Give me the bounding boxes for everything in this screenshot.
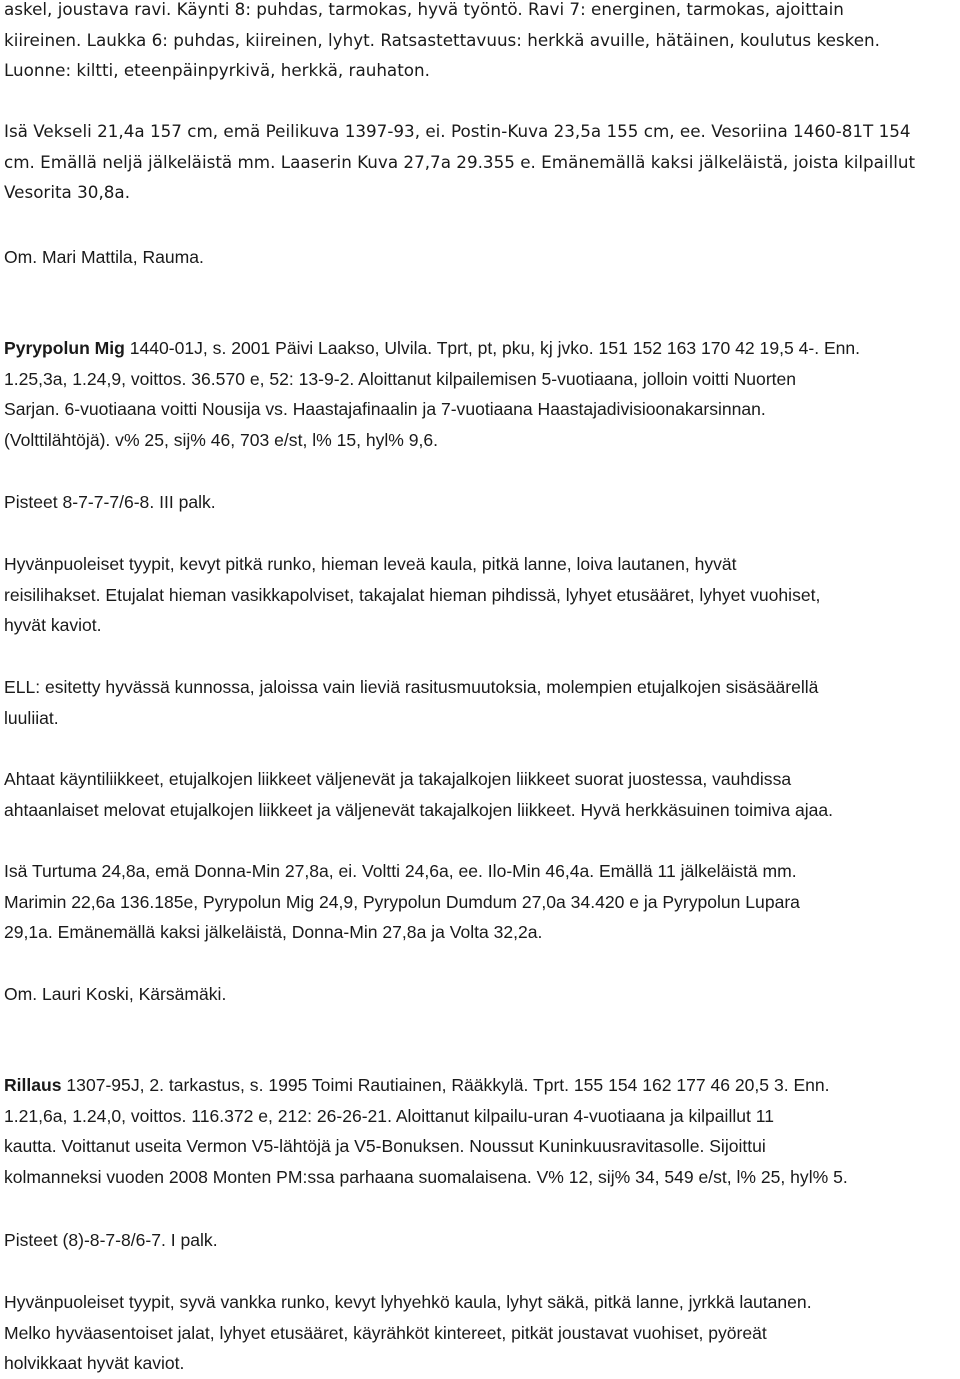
paragraph-horse-3	[4, 1070, 956, 1192]
text-line: Hyvänpuoleiset tyypit, syvä vankka runko, kevyt lyhyehkö kaula, lyhyt säkä, pitkä lanne, jyrkkä lautanen.	[4, 1292, 812, 1312]
text-line: 1.21,6a, 1.24,0, voittos. 116.372 e, 212: 26-26-21. Aloittanut kilpailu-uran 4-vuotiaana ja kilpaillut 11	[4, 1105, 774, 1126]
text-line: askel, joustava ravi. Käynti 8: puhdas, tarmokas, hyvä työntö. Ravi 7: energinen, tarmokas, ajoittain	[4, 0, 844, 19]
text-line: 1.25,3a, 1.24,9, voittos. 36.570 e, 52: 13-9-2. Aloittanut kilpailemisen 5-vuotiaana, jolloin voitti Nuorten	[4, 368, 797, 389]
text-line: hyvät kaviot.	[4, 615, 102, 635]
horse-details: 1307-95J, 2. tarkastus, s. 1995 Toimi Rautiainen, Rääkkylä. Tprt. 155 154 162 177 46 20,5 3. Enn.	[61, 1075, 830, 1095]
paragraph-owner-1	[4, 242, 956, 273]
paragraph-horse-2	[4, 333, 956, 455]
text-line: reisilihakset. Etujalat hieman vasikkapolviset, takajalat hieman pihdissä, lyhyet etusääret, lyhyet vuohiset,	[4, 584, 821, 605]
paragraph-movement-2	[4, 764, 956, 825]
text-line: ahtaanlaiset melovat etujalkojen liikkeet ja väljenevät takajalkojen liikkeet. Hyvä herkkäsuinen toimiva ajaa.	[4, 799, 834, 820]
horse-name: Rillaus	[4, 1075, 62, 1095]
text-line: Melko hyväasentoiset jalat, lyhyet etusääret, käyrähköt kintereet, pitkät joustavat vuohiset, pyöreät	[4, 1322, 767, 1343]
text-line	[4, 333, 956, 364]
text-line: Isä Vekseli 21,4a 157 cm, emä Peilikuva 1397-93, ei. Postin-Kuva 23,5a 155 cm, ee. Vesoriina 1460-81T 154	[4, 121, 911, 141]
paragraph-score-3	[4, 1225, 956, 1256]
paragraph-owner-2	[4, 979, 956, 1010]
text-line	[4, 1070, 956, 1101]
text-line: kolmanneksi vuoden 2008 Monten PM:ssa parhaana suomalaisena. V% 12, sij% 34, 549 e/st, l% 25, hyl% 5.	[4, 1166, 848, 1187]
text-line: 29,1a. Emänemällä kaksi jälkeläistä, Donna-Min 27,8a ja Volta 32,2a.	[4, 922, 543, 942]
paragraph-type-2	[4, 549, 956, 641]
text-line: luuliiat.	[4, 707, 59, 728]
text-line: Isä Turtuma 24,8a, emä Donna-Min 27,8a, ei. Voltti 24,6a, ee. Ilo-Min 46,4a. Emällä 11 jälkeläistä mm.	[4, 861, 797, 881]
paragraph-score-2	[4, 487, 956, 518]
text-line: Luonne: kiltti, eteenpäinpyrkivä, herkkä, rauhaton.	[4, 60, 430, 80]
text-line: Marimin 22,6a 136.185e, Pyrypolun Mig 24,9, Pyrypolun Dumdum 27,0a 34.420 e ja Pyrypolun Lupara	[4, 891, 800, 912]
text-line: kiireinen. Laukka 6: puhdas, kiireinen, lyhyt. Ratsastettavuus: herkkä avuille, hätäinen, koulutus kesken.	[4, 29, 880, 50]
text-line: Hyvänpuoleiset tyypit, kevyt pitkä runko, hieman leveä kaula, pitkä lanne, loiva lautanen, hyvät	[4, 554, 737, 574]
text-line: Pisteet (8)-8-7-8/6-7. I palk.	[4, 1230, 218, 1250]
text-line: kautta. Voittanut useita Vermon V5-lähtöjä ja V5-Bonuksen. Noussut Kuninkuusravitasolle. Sijoittui	[4, 1136, 766, 1156]
text-line: ELL: esitetty hyvässä kunnossa, jaloissa vain lieviä rasitusmuutoksia, molempien etujalkojen sisäsäärellä	[4, 677, 819, 697]
paragraph-pedigree-1	[4, 116, 956, 208]
paragraph-intro-continued	[4, 0, 956, 86]
paragraph-type-3	[4, 1287, 956, 1379]
text-line: Sarjan. 6-vuotiaana voitti Nousija vs. Haastajafinaalin ja 7-vuotiaana Haastajadivisioonakarsinnan.	[4, 399, 766, 419]
text-line: Om. Lauri Koski, Kärsämäki.	[4, 984, 227, 1004]
text-line: cm. Emällä neljä jälkeläistä mm. Laaserin Kuva 27,7a 29.355 e. Emänemällä kaksi jälkeläistä, joista kilpaillut	[4, 151, 916, 172]
paragraph-ell-2	[4, 672, 956, 733]
paragraph-pedigree-2	[4, 856, 956, 948]
horse-name: Pyrypolun Mig	[4, 338, 125, 358]
horse-details: 1440-01J, s. 2001 Päivi Laakso, Ulvila. Tprt, pt, pku, kj jvko. 151 152 163 170 42 19,5 4-. Enn.	[124, 338, 861, 358]
text-line: Vesorita 30,8a.	[4, 182, 131, 202]
text-line: (Volttilähtöjä). v% 25, sij% 46, 703 e/st, l% 15, hyl% 9,6.	[4, 429, 439, 450]
text-line: holvikkaat hyvät kaviot.	[4, 1353, 185, 1373]
text-line: Pisteet 8-7-7-7/6-8. III palk.	[4, 492, 216, 512]
text-line: Om. Mari Mattila, Rauma.	[4, 247, 204, 267]
text-line: Ahtaat käyntiliikkeet, etujalkojen liikkeet väljenevät ja takajalkojen liikkeet suorat juostessa, vauhdissa	[4, 769, 792, 789]
